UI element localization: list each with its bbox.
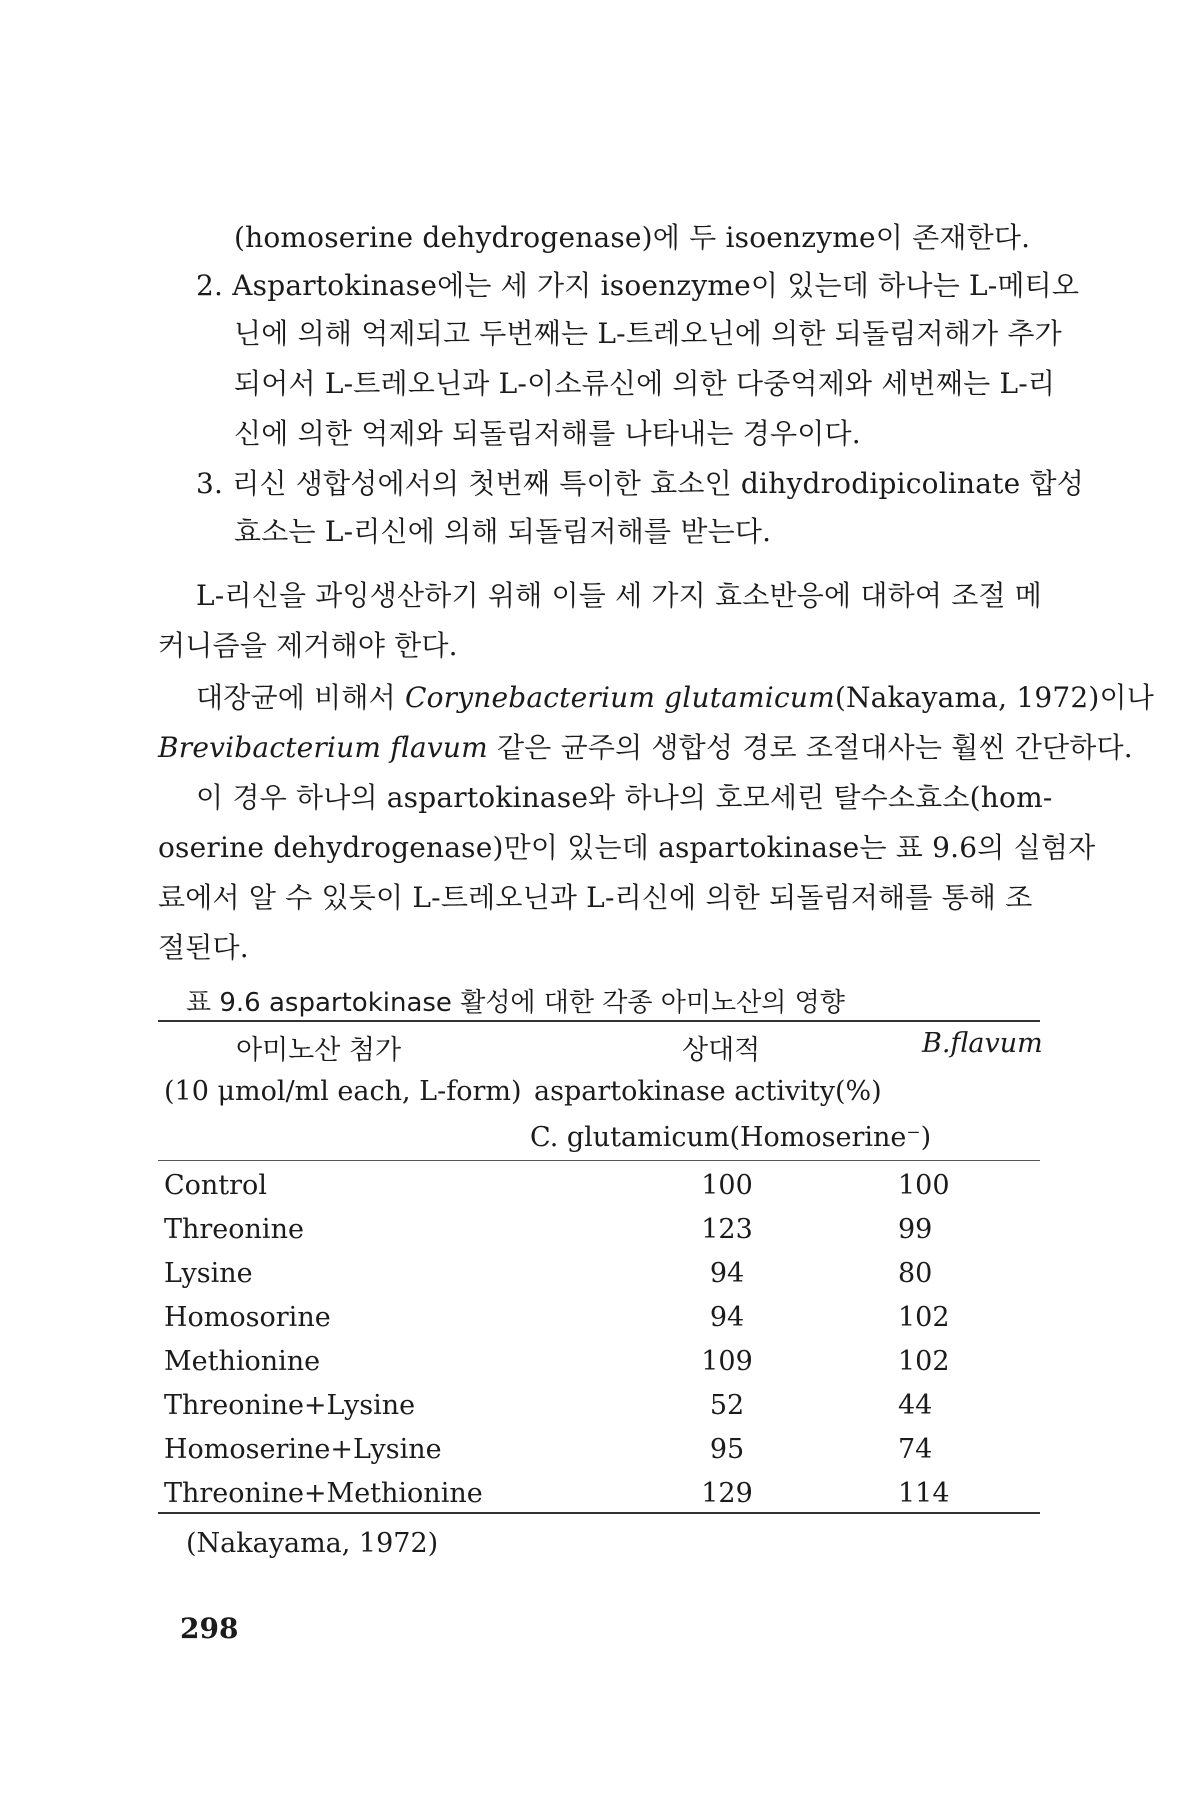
table-row-bf-value: 44 xyxy=(898,1390,933,1421)
body-line-8: L-리신을 과잉생산하기 위해 이들 세 가지 효소반응에 대하여 조절 메 xyxy=(196,579,1043,612)
body-line-4: 되어서 L-트레오닌과 L-이소류신에 의한 다중억제와 세번째는 L-리 xyxy=(234,367,1056,400)
body-line-11-b: 같은 균주의 생합성 경로 조절대사는 훨씬 간단하다. xyxy=(487,731,1133,764)
header-relative: 상대적 xyxy=(682,1035,761,1066)
body-line-10 xyxy=(196,681,1155,714)
table-row-bf-value: 74 xyxy=(898,1434,933,1465)
body-line-6: 3. 리신 생합성에서의 첫번째 특이한 효소인 dihydrodipicolinate 합성 xyxy=(196,467,1084,500)
body-line-12: 이 경우 하나의 aspartokinase와 하나의 호모세린 탈수소효소(hom- xyxy=(196,781,1053,814)
table-row-cg-value: 109 xyxy=(701,1346,753,1377)
body-line-15: 절된다. xyxy=(158,931,249,964)
body-line-9: 커니즘을 제거해야 한다. xyxy=(158,629,458,662)
table-row-name: Homoserine+Lysine xyxy=(164,1434,442,1465)
table-source: (Nakayama, 1972) xyxy=(186,1528,439,1559)
table-top-rule xyxy=(158,1020,1040,1022)
body-line-13: oserine dehydrogenase)만이 있는데 aspartokinase는 표 9.6의 실험자 xyxy=(158,831,1096,864)
table-row-bf-value: 100 xyxy=(898,1170,950,1201)
header-concentration: (10 μmol/ml each, L-form) xyxy=(164,1076,522,1107)
table-row-bf-value: 102 xyxy=(898,1346,950,1377)
body-line-14: 료에서 알 수 있듯이 L-트레오닌과 L-리신에 의한 되돌림저해를 통해 조 xyxy=(158,881,1033,914)
body-line-5: 신에 의한 억제와 되돌림저해를 나타내는 경우이다. xyxy=(234,417,861,450)
table-row-cg-value: 129 xyxy=(701,1478,753,1509)
table-row-bf-value: 114 xyxy=(898,1478,950,1509)
header-activity: aspartokinase activity(%) xyxy=(534,1076,882,1107)
body-line-7: 효소는 L-리신에 의해 되돌림저해를 받는다. xyxy=(234,515,772,548)
table-row-bf-value: 80 xyxy=(898,1258,933,1289)
table-row-name: Homosorine xyxy=(164,1302,331,1333)
body-line-2: 2. Aspartokinase에는 세 가지 isoenzyme이 있는데 하나는 L-메티오 xyxy=(196,269,1080,302)
table-bottom-rule xyxy=(158,1512,1040,1514)
table-title: 표 9.6 aspartokinase 활성에 대한 각종 아미노산의 영향 xyxy=(186,988,845,1018)
species-brevibacterium: Brevibacterium flavum xyxy=(158,731,488,764)
table-header-rule xyxy=(158,1160,1040,1161)
body-line-11 xyxy=(158,731,1133,764)
table-row-bf-value: 99 xyxy=(898,1214,933,1245)
table-row-name: Threonine+Lysine xyxy=(164,1390,416,1421)
table-row-name: Control xyxy=(164,1170,267,1201)
table-row-name: Threonine+Methionine xyxy=(164,1478,483,1509)
table-row-cg-value: 94 xyxy=(709,1302,745,1333)
table-row-cg-value: 52 xyxy=(709,1390,745,1421)
body-line-1: (homoserine dehydrogenase)에 두 isoenzyme이 존재한다. xyxy=(234,221,1031,254)
species-corynebacterium: Corynebacterium glutamicum xyxy=(404,681,835,714)
table-row-bf-value: 102 xyxy=(898,1302,950,1333)
body-line-10-b: (Nakayama, 1972)이나 xyxy=(834,681,1155,714)
body-line-10-a: 대장균에 비해서 xyxy=(196,681,405,714)
table-row-cg-value: 95 xyxy=(709,1434,745,1465)
body-line-3: 닌에 의해 억제되고 두번째는 L-트레오닌에 의한 되돌림저해가 추가 xyxy=(234,317,1062,350)
table-row-cg-value: 123 xyxy=(701,1214,753,1245)
header-amino-acid: 아미노산 첨가 xyxy=(236,1035,402,1066)
page-number: 298 xyxy=(180,1612,239,1645)
table-row-name: Lysine xyxy=(164,1258,253,1289)
table-row-name: Methionine xyxy=(164,1346,321,1377)
table-row-name: Threonine xyxy=(164,1214,304,1245)
header-b-flavum: B.flavum xyxy=(922,1028,1043,1059)
table-row-cg-value: 100 xyxy=(701,1170,753,1201)
header-c-glutamicum: C. glutamicum(Homoserine⁻) xyxy=(530,1122,932,1153)
table-row-cg-value: 94 xyxy=(709,1258,745,1289)
